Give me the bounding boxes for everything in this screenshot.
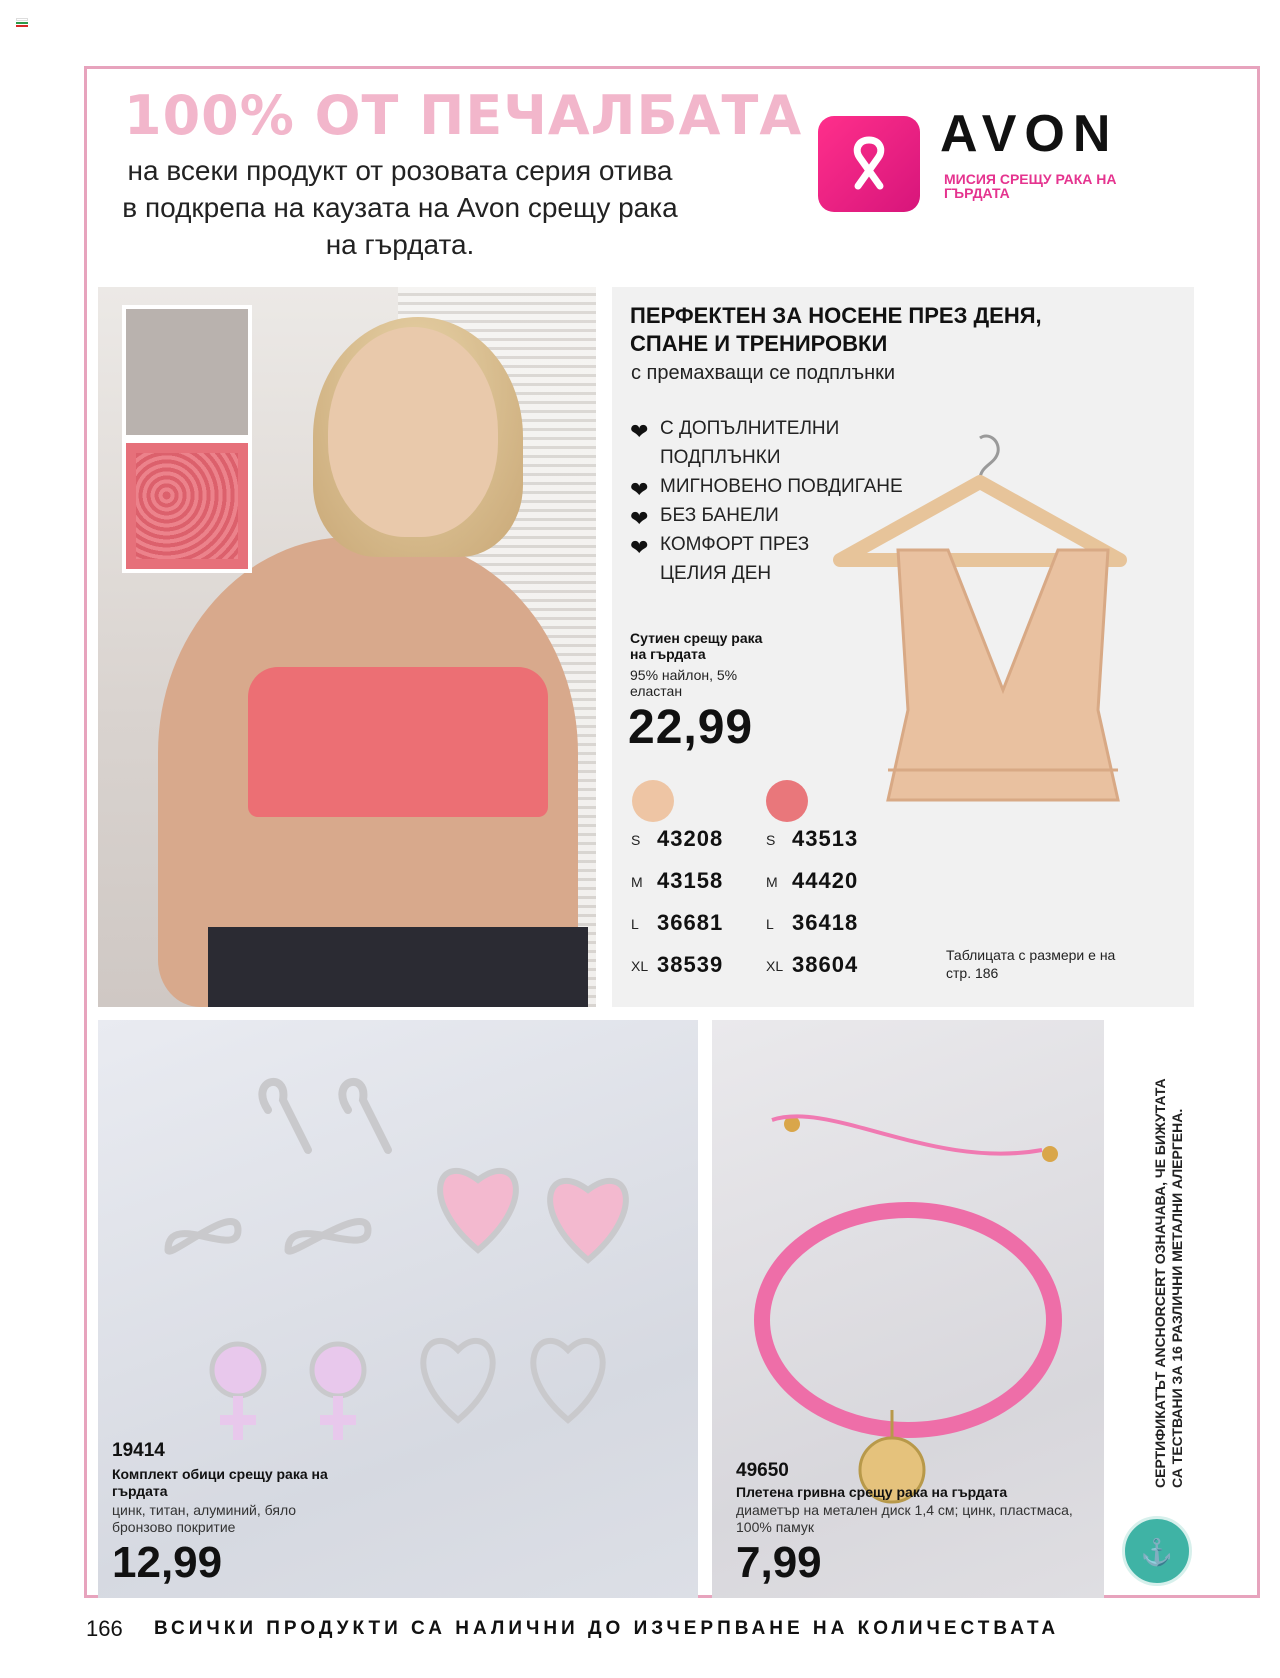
anchor-icon: ⚓ <box>1140 1537 1174 1567</box>
earrings-material: цинк, титан, алуминий, бяло бронзово покритие <box>112 1502 297 1535</box>
benefit-text-cont: ЦЕЛИЯ ДЕН <box>660 563 772 584</box>
swatch-nude[interactable] <box>632 780 674 822</box>
pink-ribbon-logo <box>818 116 920 212</box>
bracelet-material: диаметър на метален диск 1,4 см; цинк, пластмаса, 100% памук <box>736 1502 1073 1535</box>
feature-title <box>630 302 1042 358</box>
benefit-text: БЕЗ БАНЕЛИ <box>660 505 779 526</box>
size-label: L <box>766 916 774 932</box>
product-code: 44420 <box>792 868 859 893</box>
page-number: 166 <box>86 1616 123 1641</box>
anchorcert-badge <box>1122 1516 1192 1586</box>
earrings-name: Комплект обици срещу рака на гърдата <box>112 1466 328 1499</box>
bra-product-name: Сутиен срещу рака на гърдата <box>630 630 763 662</box>
thumbnail-back-view[interactable] <box>122 305 252 439</box>
nude-bra-image <box>868 540 1138 830</box>
size-label: L <box>631 916 639 932</box>
model-photo <box>98 287 596 1007</box>
product-code: 36418 <box>792 910 859 935</box>
bra-price: 22,99 <box>628 701 754 754</box>
product-code: 43513 <box>792 826 859 851</box>
product-code: 38604 <box>792 952 859 977</box>
brand-name: AVON <box>940 105 1119 163</box>
bracelet-code: 49650 <box>736 1460 789 1481</box>
earrings-price: 12,99 <box>112 1538 223 1587</box>
feature-subtitle: с премахващи се подплънки <box>631 362 896 384</box>
thumbnail-lace-detail[interactable] <box>122 439 252 573</box>
footer-text: ВСИЧКИ ПРОДУКТИ СА НАЛИЧНИ ДО ИЗЧЕРПВАНЕ НА КОЛИЧЕСТВАТА <box>154 1618 1060 1639</box>
size-label: XL <box>766 958 784 974</box>
certificate-note <box>1152 1058 1192 1488</box>
product-code: 43158 <box>657 868 724 893</box>
benefit-text: МИГНОВЕНО ПОВДИГАНЕ <box>660 476 903 497</box>
bracelet-name: Плетена гривна срещу рака на гърдата <box>736 1484 1008 1500</box>
product-code: 38539 <box>657 952 724 977</box>
heart-icon: ❤ <box>630 506 649 531</box>
model-face <box>328 327 498 537</box>
subheadline: на всеки продукт от розовата серия отива в подкрепа на каузата на Avon срещу рака на гърдата. <box>122 155 678 260</box>
feature-title-line: СПАНЕ И ТРЕНИРОВКИ <box>630 331 888 356</box>
size-label: M <box>766 874 778 890</box>
benefit-text: КОМФОРТ ПРЕЗ <box>660 534 810 555</box>
pink-ribbon-icon <box>840 134 898 194</box>
certificate-text: СЕРТИФИКАТЪТ ANCHORCERT ОЗНАЧАВА, ЧЕ БИЖУТАТА СА ТЕСТВАНИ ЗА 16 РАЗЛИЧНИ МЕТАЛНИ АЛЕРГЕНА. <box>1152 1078 1185 1488</box>
size-label: XL <box>631 958 649 974</box>
brand-tagline: МИСИЯ СРЕЩУ РАКА НА ГЪРДАТА <box>944 171 1117 201</box>
size-label: S <box>631 832 641 848</box>
swatch-coral[interactable] <box>766 780 808 822</box>
bra-product-material: 95% найлон, 5% еластан <box>630 667 738 699</box>
heart-icon: ❤ <box>630 419 649 444</box>
size-table-note: Таблицата с размери е на стр. 186 <box>946 947 1116 981</box>
headline: 100% ОТ ПЕЧАЛБАТА <box>124 84 803 147</box>
benefit-text-cont: ПОДПЛЪНКИ <box>660 447 781 468</box>
heart-icon: ❤ <box>630 477 649 502</box>
bracelet-price: 7,99 <box>736 1538 822 1587</box>
size-label: M <box>631 874 643 890</box>
black-pants <box>208 927 588 1007</box>
earrings-code: 19414 <box>112 1440 165 1461</box>
coral-bra <box>248 667 548 817</box>
product-code: 43208 <box>657 826 724 851</box>
benefit-text: С ДОПЪЛНИТЕЛНИ <box>660 418 840 439</box>
product-code: 36681 <box>657 910 724 935</box>
size-label: S <box>766 832 776 848</box>
language-flag-icon <box>16 18 28 26</box>
feature-title-line: ПЕРФЕКТЕН ЗА НОСЕНЕ ПРЕЗ ДЕНЯ, <box>630 303 1042 328</box>
heart-icon: ❤ <box>630 535 649 560</box>
